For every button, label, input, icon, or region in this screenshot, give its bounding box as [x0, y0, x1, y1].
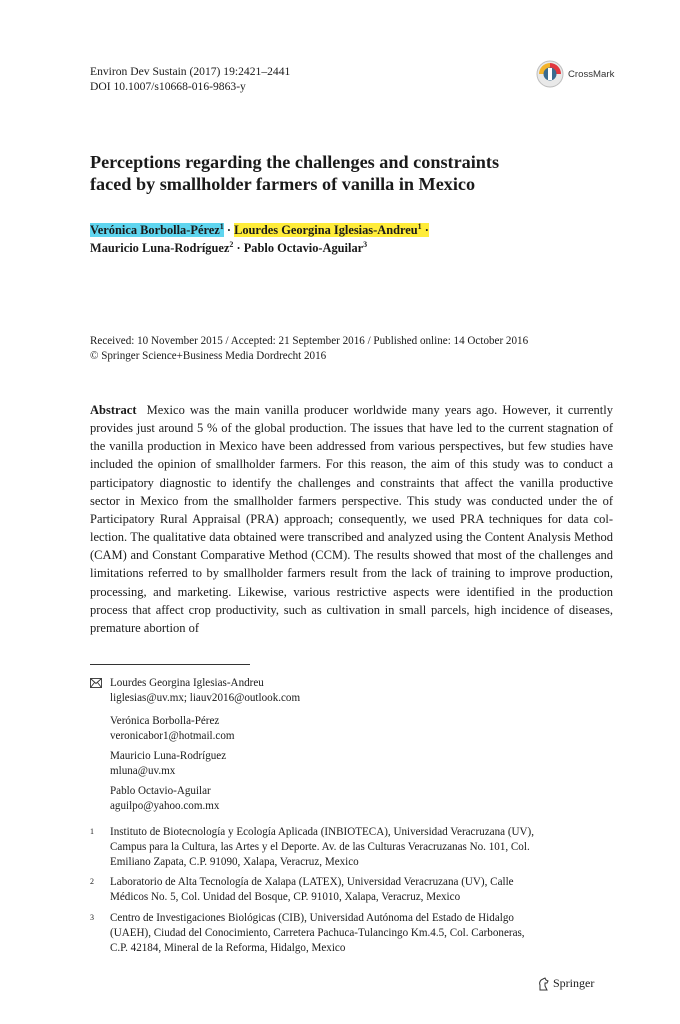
author-separator: ·: [223, 223, 235, 237]
affiliation-line: Laboratorio de Alta Tecnología de Xalapa (LATEX), Universidad Veracruzana (UV), Calle: [110, 876, 514, 888]
contact-block: [110, 784, 219, 814]
author-list: [90, 221, 610, 257]
contact-name: Pablo Octavio-Aguilar: [110, 785, 211, 797]
crossmark-badge[interactable]: [536, 57, 646, 91]
author-affiliation-marker: 2: [229, 240, 234, 249]
author-name[interactable]: Lourdes Georgina Iglesias-Andreu: [234, 223, 418, 237]
contact-name: Lourdes Georgina Iglesias-Andreu: [110, 677, 264, 689]
crossmark-icon: [536, 60, 564, 88]
contact-block: [110, 714, 235, 744]
abstract-label: Abstract: [90, 403, 137, 417]
author-name[interactable]: Pablo Octavio-Aguilar: [243, 241, 364, 255]
publication-dates: [90, 334, 528, 364]
affiliation-number: 1: [90, 827, 94, 836]
contact-name: Verónica Borbolla-Pérez: [110, 715, 220, 727]
affiliation-1: [110, 825, 534, 870]
journal-citation: Environ Dev Sustain (2017) 19:2421–2441: [90, 65, 291, 78]
contact-email[interactable]: veronicabor1@hotmail.com: [110, 729, 235, 742]
author-line: [90, 239, 610, 257]
springer-horse-icon: [537, 977, 550, 991]
journal-header: [90, 64, 290, 94]
author-separator: ·: [421, 223, 429, 237]
affiliation-line: Campus para la Cultura, las Artes y el Deporte. Av. de las Culturas Veracruzanas No. 101, Col.: [110, 841, 530, 853]
affiliation-line: (UAEH), Ciudad del Conocimiento, Carretera Pachuca-Tulancingo Km.4.5, Col. Carboneras,: [110, 927, 525, 939]
affiliation-number: 3: [90, 913, 94, 922]
author-separator: ·: [233, 241, 244, 255]
copyright: © Springer Science+Business Media Dordrecht 2016: [90, 350, 327, 362]
affiliation-3: [110, 911, 525, 956]
title-line: Perceptions regarding the challenges and constraints: [90, 152, 500, 172]
crossmark-label: CrossMark: [568, 68, 615, 80]
affiliation-line: Emiliano Zapata, C.P. 91090, Xalapa, Veracruz, Mexico: [110, 856, 359, 868]
springer-logo: [537, 976, 594, 991]
contact-email[interactable]: aguilpo@yahoo.com.mx: [110, 799, 220, 812]
author-highlight: [234, 223, 429, 237]
paper-title: [90, 151, 610, 195]
affiliation-line: Médicos No. 5, Col. Unidad del Bosque, CP. 91010, Xalapa, Veracruz, Mexico: [110, 891, 461, 903]
affiliation-line: Instituto de Biotecnología y Ecología Aplicada (INBIOTECA), Universidad Veracruzana (UV),: [110, 826, 535, 838]
history-dates: Received: 10 November 2015 / Accepted: 21 September 2016 / Published online: 14 October 2016: [90, 335, 529, 347]
footnote-divider: [90, 664, 250, 665]
affiliation-line: Centro de Investigaciones Biológicas (CIB), Universidad Autónoma del Estado de Hidalgo: [110, 912, 514, 924]
contact-email[interactable]: mluna@uv.mx: [110, 764, 176, 777]
publisher-name: Springer: [553, 976, 595, 990]
author-line: [90, 221, 610, 239]
affiliation-2: [110, 875, 514, 905]
affiliation-line: C.P. 42184, Mineral de la Reforma, Hidalgo, Mexico: [110, 942, 346, 954]
author-highlight: [90, 223, 224, 237]
author-name[interactable]: Verónica Borbolla-Pérez: [90, 223, 220, 237]
doi[interactable]: DOI 10.1007/s10668-016-9863-y: [90, 80, 246, 93]
affiliation-number: 2: [90, 877, 94, 886]
author-affiliation-marker: 3: [363, 240, 368, 249]
author-affiliation-marker: 1: [219, 222, 224, 231]
envelope-icon: [90, 678, 102, 688]
contact-name: Mauricio Luna-Rodríguez: [110, 750, 227, 762]
contact-email[interactable]: liglesias@uv.mx; liauv2016@outlook.com: [110, 691, 301, 704]
abstract: [90, 401, 613, 637]
contact-block: [110, 749, 226, 779]
abstract-text: Mexico was the main vanilla producer worldwide many years ago. However, it currently provides just around 5 % of the global production. The issues that have led to the current stagnation of the vanilla production in Mexico have been addressed from various perspectives, but few studies have included the opinion of smallholder farmers. For this reason, the aim of this study was to conduct a participatory diagnostic to identify the challenges and constraints that affect the vanilla productive sector in Mexico from the smallholder farmers perspective. This study was conducted under the of Participatory Rural Appraisal (PRA) approach; consequently, we used PRA techniques for data col-lection. The qualitative data obtained were transcribed and analyzed using the Content Analysis Method (CAM) and Constant Comparative Method (CCM). The results showed that most of the challenges and limitations referred to by smallholder farmers result from the lack of training to improve production, processing, and marketing. Likewise, various restrictive aspects were identified in the production process that affect crop productivity, such as cultivation in small parcels, high incidence of diseases, premature abortion of: [90, 403, 613, 635]
author-name[interactable]: Mauricio Luna-Rodríguez: [90, 241, 230, 255]
author-affiliation-marker: 1: [417, 222, 422, 231]
title-line: faced by smallholder farmers of vanilla in Mexico: [90, 174, 476, 194]
corresponding-author: [110, 676, 300, 706]
